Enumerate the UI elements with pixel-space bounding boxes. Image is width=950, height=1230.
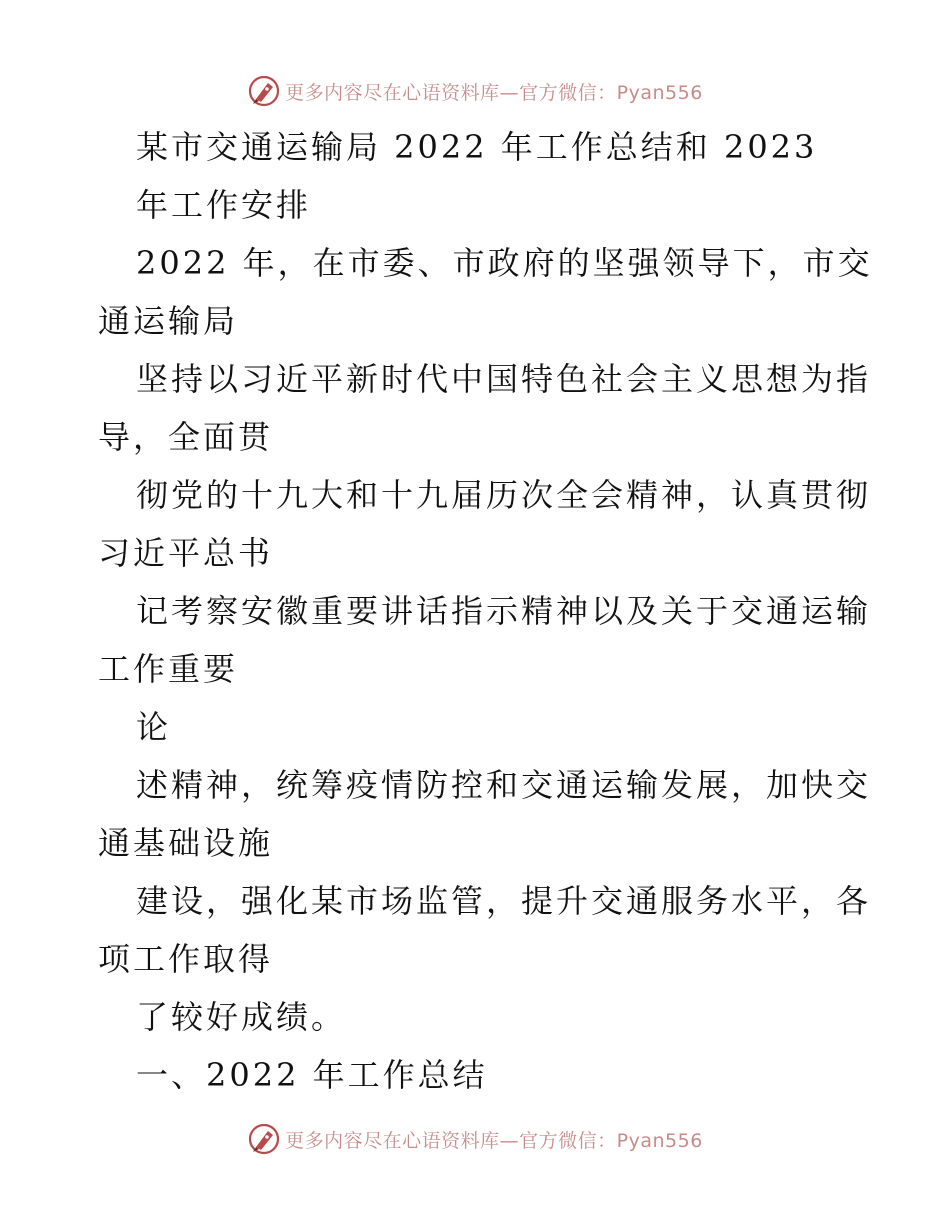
text-line: 2022 年，在市委、市政府的坚强领导下，市交: [136, 244, 873, 282]
text-line: 通运输局: [98, 302, 239, 340]
text-line: 一、2022 年工作总结: [136, 1056, 488, 1094]
text-line: 彻党的十九大和十九届历次全会精神，认真贯彻: [136, 476, 872, 514]
pen-nib-logo-icon: [247, 74, 281, 108]
footer-watermark: [0, 1119, 950, 1159]
text-line: 某市交通运输局 2022 年工作总结和 2023: [136, 128, 818, 166]
text-line: 项工作取得: [98, 940, 274, 978]
text-line: 坚持以习近平新时代中国特色社会主义思想为指: [136, 360, 872, 398]
text-line: 习近平总书: [98, 534, 274, 572]
text-line: 记考察安徽重要讲话指示精神以及关于交通运输: [136, 592, 872, 630]
watermark-text: 更多内容尽在心语资料库—官方微信：Pyan556: [285, 1129, 703, 1152]
document-body: [98, 118, 873, 1104]
text-line: 年工作安排: [136, 186, 312, 224]
text-line: 导，全面贯: [98, 418, 274, 456]
pen-nib-logo-icon: [247, 1122, 281, 1156]
watermark-text: 更多内容尽在心语资料库—官方微信：Pyan556: [285, 81, 703, 104]
text-line: 述精神，统筹疫情防控和交通运输发展，加快交: [136, 766, 872, 804]
header-watermark: [0, 71, 950, 111]
text-line: 建设，强化某市场监管，提升交通服务水平，各: [136, 882, 872, 920]
text-line: 通基础设施: [98, 824, 274, 862]
text-line: 论: [136, 708, 172, 746]
text-line: 工作重要: [98, 650, 239, 688]
text-line: 了较好成绩。: [136, 998, 347, 1036]
